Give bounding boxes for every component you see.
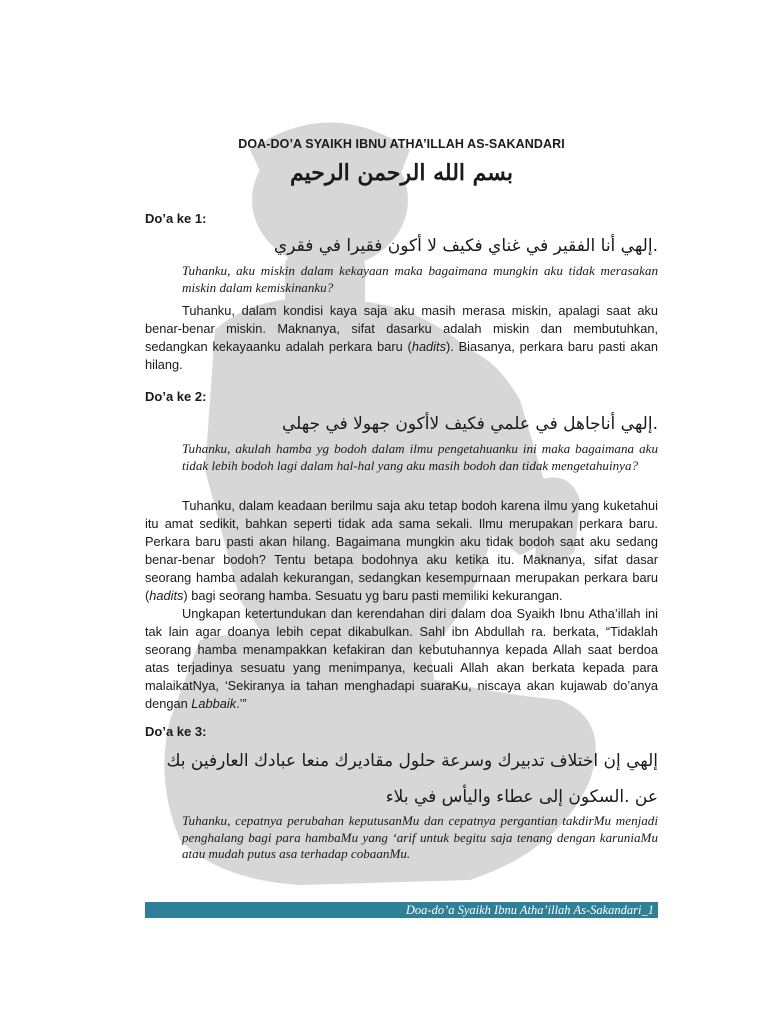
section-3-heading: Do’a ke 3: [145,724,207,739]
section-2-arabic-prayer: .إلهي أناجاهل في علمي فكيف لاأكون جهولا في جهلي [281,414,658,434]
section-1-arabic-prayer: .إلهي أنا الفقير في غناي فكيف لا أكون فقيرا في فقري [273,236,658,256]
footer-running-title: Doa-do’a Syaikh Ibnu Atha’illah As-Sakandari_1 [405,903,654,917]
document-title: DOA-DO’A SYAIKH IBNU ATHA’ILLAH AS-SAKANDARI [238,137,565,151]
section-3-arabic-prayer: إلهي إن اختلاف تدبيرك وسرعة حلول مقاديرك منعا عبادك العارفين بك عن .السكون إلى عطاء واليأس في بلاء [166,751,658,807]
paragraph: Tuhanku, dalam keadaan berilmu saja aku tetap bodoh karena ilmu yang kuketahui itu amat sedikit, bahkan seperti tidak ada sama sekali. Ilmu merupakan perkara baru. Perkara baru pasti akan hilang. Bagaimana mungkin aku tidak bodoh saat aku sedang benar-benar bodoh? Tentu betapa bodohnya aku ketika itu. Maknanya, sifat dasar seorang hamba adalah kekurangan, sedangkan kesempurnaan merupakan perkara baru (hadits) bagi seorang hamba. Sesuatu yg baru pasti memiliki kekurangan. [145,498,658,603]
paragraph: Ungkapan ketertundukan dan kerendahan diri dalam doa Syaikh Ibnu Atha’illah ini tak lain agar doanya lebih cepat dikabulkan. Sahl ibn Abdullah ra. berkata, “Tidaklah seorang hamba menampakkan kefakiran dan kebutuhannya kepada Allah saat berdoa atas terjadinya sesuatu yang menimpanya, kecuali Allah akan berkata kepada para malaikatNya, ‘Sekiranya ia tahan menghadapi suaraKu, niscaya akan kujawab do’anya dengan Labbaik.’” [145,606,658,711]
paragraph: Tuhanku, dalam kondisi kaya saja aku masih merasa miskin, apalagi saat aku benar-benar miskin. Maknanya, sifat dasarku adalah miskin dan membutuhkan, sedangkan kekayaanku adalah perkara baru (hadits). Biasanya, perkara baru pasti akan hilang. [145,303,658,372]
section-2-commentary [145,497,658,713]
section-1-commentary [145,302,658,374]
section-3-translation: Tuhanku, cepatnya perubahan keputusanMu dan cepatnya pergantian takdirMu menjadi penghalang bagi para hambaMu yang ‘arif untuk begitu saja tenang dengan karuniaMu atau mudah putus asa terhadap cobaanMu. [182,813,658,861]
section-2-translation: Tuhanku, akulah hamba yg bodoh dalam ilmu pengetahuanku ini maka bagaimana aku tidak lebih bodoh lagi dalam hal-hal yang aku masih bodoh dan tidak mengetahuinya? [182,441,658,473]
section-1-heading: Do’a ke 1: [145,211,207,226]
section-2-heading: Do’a ke 2: [145,389,207,404]
basmala-arabic: بسم الله الرحمن الرحيم [289,160,514,186]
footer-bar [145,902,658,918]
section-1-translation: Tuhanku, aku miskin dalam kekayaan maka bagaimana mungkin aku tidak merasakan miskin dalam kemiskinanku? [182,263,658,295]
